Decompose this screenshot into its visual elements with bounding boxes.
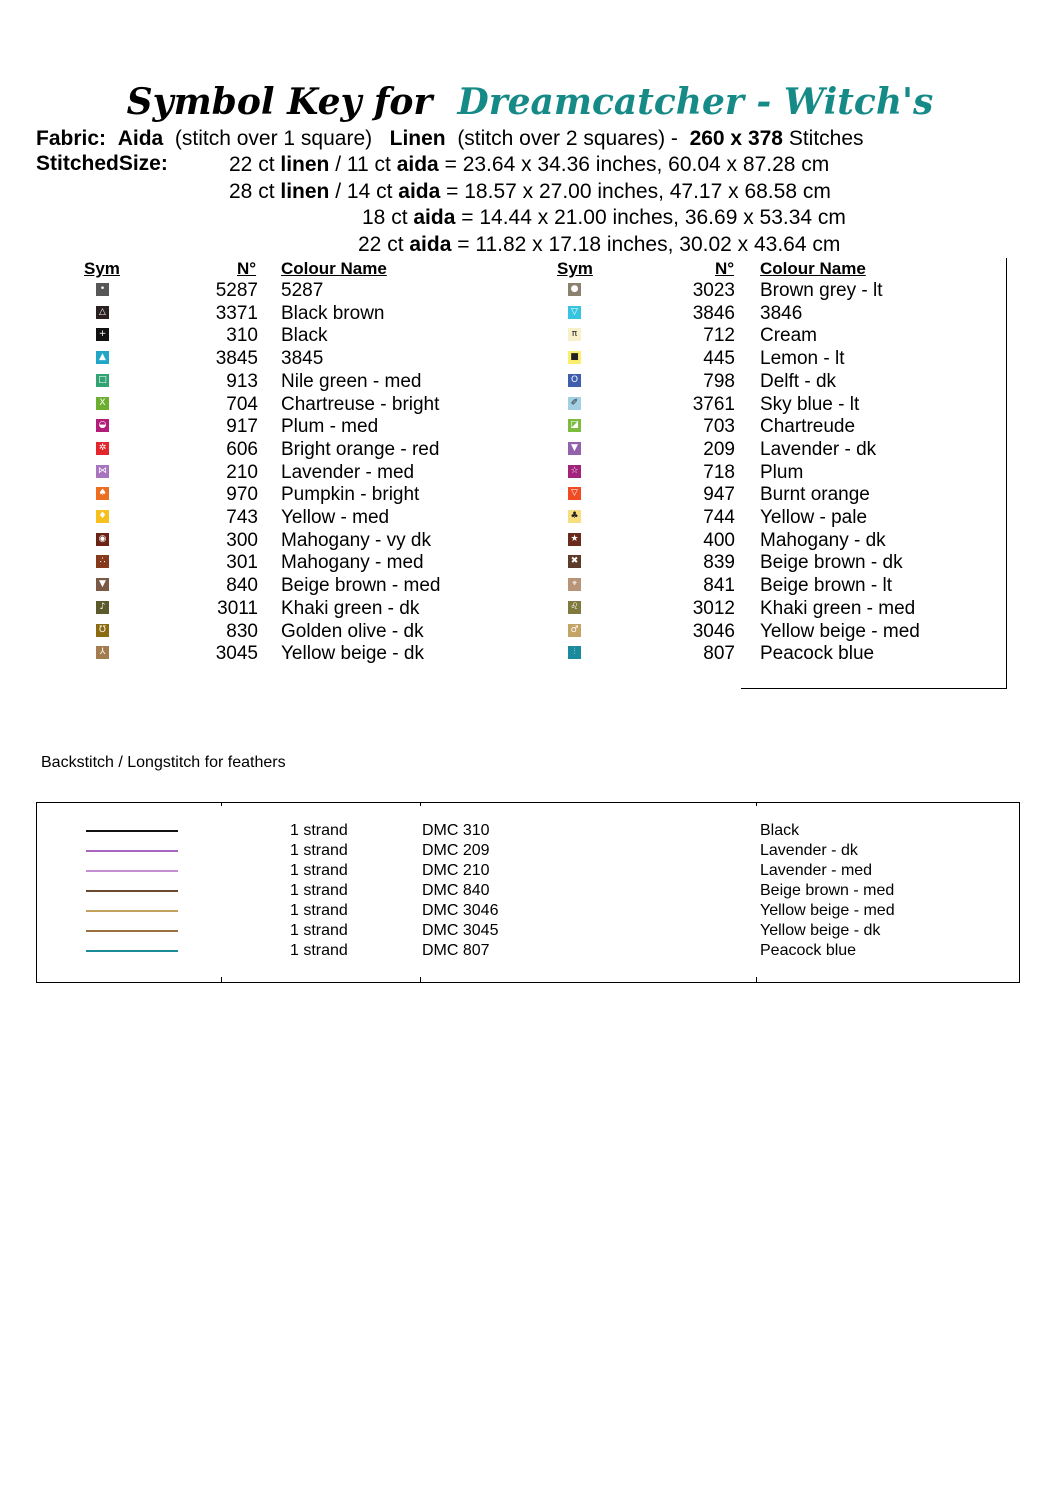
stitched-size-line (229, 179, 831, 205)
backstitch-strands: 1 strand (290, 942, 348, 959)
colour-name: Beige brown - lt (760, 575, 893, 597)
backstitch-line-sample (86, 850, 178, 852)
thread-number: 947 (703, 484, 735, 506)
key-row (0, 484, 1060, 507)
backstitch-col-tick (221, 802, 222, 806)
backstitch-line-sample (86, 890, 178, 892)
fabric-line (36, 126, 864, 152)
size-dimensions: = 18.57 x 27.00 inches, 47.17 x 68.58 cm (446, 179, 831, 203)
stitch-symbol-icon: ✖ (568, 555, 581, 568)
key-table-bottom-border (741, 688, 1007, 689)
stitch-symbol-icon: ⋈ (98, 465, 107, 476)
thread-number: 3371 (215, 302, 258, 324)
backstitch-col-tick (756, 977, 757, 982)
backstitch-title: Backstitch / Longstitch for feathers (41, 754, 286, 771)
colour-name: 3845 (281, 348, 324, 370)
backstitch-colour-name: Peacock blue (760, 942, 857, 959)
header-sym-right: Sym (557, 259, 593, 278)
backstitch-row (0, 861, 1060, 881)
backstitch-col-tick (756, 802, 757, 806)
thread-number: 3011 (217, 597, 258, 619)
key-row (0, 507, 1060, 530)
header-name-left: Colour Name (281, 259, 387, 278)
colour-name: Plum - med (281, 416, 379, 438)
thread-number: 300 (226, 529, 258, 551)
backstitch-row (0, 941, 1060, 961)
backstitch-line-sample (86, 870, 178, 872)
backstitch-row (0, 841, 1060, 861)
thread-number: 5287 (215, 280, 258, 301)
size-fabric: aida (409, 232, 452, 256)
thread-number: 3045 (215, 643, 258, 665)
thread-number: 718 (703, 461, 735, 483)
size-separator: / 14 ct (335, 179, 393, 203)
stitch-symbol-icon: ■ (568, 351, 581, 364)
fabric-label: Fabric: (36, 127, 107, 150)
stitch-symbol-icon: △ (96, 306, 109, 319)
backstitch-strands: 1 strand (290, 922, 348, 939)
fabric-linen: Linen (389, 127, 446, 150)
thread-number: 913 (226, 370, 258, 392)
backstitch-colour-name: Yellow beige - med (760, 902, 895, 919)
stitch-symbol-icon: ✐ (568, 397, 581, 410)
stitch-symbol-icon: ◪ (568, 419, 581, 432)
thread-number: 3046 (692, 620, 735, 642)
colour-name: Mahogany - vy dk (281, 529, 431, 551)
colour-name: Yellow - pale (760, 507, 868, 528)
stitch-symbol-icon: ▼ (96, 578, 109, 591)
stitch-symbol-icon: ℧ (96, 624, 109, 637)
stitch-symbol-icon: ⅄ (96, 646, 109, 659)
stitched-size-line (229, 152, 829, 178)
key-row (0, 371, 1060, 394)
size-fabric: aida (413, 206, 456, 230)
thread-number: 445 (703, 348, 735, 370)
thread-number: 704 (226, 393, 258, 415)
colour-name: Burnt orange (760, 484, 870, 506)
fabric-dims: 260 x 378 (689, 127, 783, 150)
stitch-symbol-icon: ⫶ (568, 646, 581, 659)
backstitch-dmc: DMC 807 (422, 942, 490, 959)
size-fabric: linen (280, 153, 330, 176)
key-row (0, 325, 1060, 348)
key-row (0, 552, 1060, 575)
stitch-symbol-icon: ● (568, 283, 581, 296)
backstitch-row (0, 881, 1060, 901)
header-num-left: N° (237, 259, 257, 278)
key-row (0, 575, 1060, 598)
backstitch-strands: 1 strand (290, 822, 348, 839)
backstitch-col-tick (221, 977, 222, 982)
key-row (0, 439, 1060, 462)
thread-number: 830 (226, 620, 258, 642)
backstitch-dmc: DMC 3045 (422, 922, 499, 939)
page-title (0, 80, 1060, 124)
thread-number: 807 (703, 643, 735, 665)
colour-name: Black brown (281, 302, 385, 324)
stitch-symbol-icon: O (568, 374, 581, 387)
colour-name: Brown grey - lt (760, 280, 883, 301)
backstitch-colour-name: Beige brown - med (760, 882, 895, 899)
thread-number: 209 (703, 438, 735, 460)
backstitch-dmc: DMC 840 (422, 882, 490, 899)
stitch-symbol-icon: ♠ (96, 487, 109, 500)
stitch-symbol-icon: ✲ (96, 442, 109, 455)
colour-name: Plum (760, 461, 804, 483)
thread-number: 841 (703, 575, 735, 597)
colour-name: Beige brown - dk (760, 552, 903, 574)
colour-name: Lavender - dk (760, 438, 877, 460)
title-prefix: Symbol Key for (126, 81, 433, 123)
key-row (0, 462, 1060, 485)
header-num-right: N° (715, 259, 735, 278)
stitch-symbol-icon: ∴ (96, 555, 109, 568)
thread-number: 310 (226, 325, 258, 347)
thread-number: 917 (226, 416, 258, 438)
header-sym-left: Sym (84, 259, 120, 278)
colour-name: Golden olive - dk (281, 620, 424, 642)
colour-name: Lavender - med (281, 461, 415, 483)
key-row (0, 598, 1060, 621)
key-table-right-border (1006, 258, 1007, 689)
thread-number: 703 (703, 416, 735, 438)
stitched-size-label: StitchedSize: (36, 152, 168, 175)
fabric-aida-note: (stitch over 1 square) (174, 127, 373, 150)
colour-name: Yellow beige - med (760, 620, 920, 642)
stitch-symbol-icon: • (96, 283, 109, 296)
colour-name: Sky blue - lt (760, 393, 860, 415)
key-row (0, 621, 1060, 644)
colour-name: Black (281, 325, 328, 347)
size-count: 22 ct (229, 153, 275, 176)
colour-name: Yellow beige - dk (281, 643, 424, 665)
stitch-symbol-icon: ☆ (568, 465, 581, 478)
size-fabric: aida (398, 179, 441, 203)
colour-name: Pumpkin - bright (281, 484, 420, 506)
colour-name: Yellow - med (281, 507, 390, 528)
header-name-right: Colour Name (760, 259, 866, 278)
size-count: 18 ct (362, 206, 408, 230)
thread-number: 712 (703, 325, 735, 347)
colour-name: Mahogany - dk (760, 529, 886, 551)
backstitch-colour-name: Lavender - dk (760, 842, 858, 859)
thread-number: 210 (226, 461, 258, 483)
backstitch-line-sample (86, 830, 178, 832)
colour-name: Bright orange - red (281, 438, 440, 460)
backstitch-dmc: DMC 3046 (422, 902, 499, 919)
backstitch-strands: 1 strand (290, 842, 348, 859)
stitch-symbol-icon: ⌖ (568, 578, 581, 591)
stitch-symbol-icon: π (568, 328, 581, 341)
thread-number: 839 (703, 552, 735, 574)
colour-name: 5287 (281, 280, 324, 301)
colour-name: Delft - dk (760, 370, 837, 392)
stitch-symbol-icon: ▲ (96, 351, 109, 364)
colour-name: Chartreuse - bright (281, 393, 440, 415)
key-row (0, 348, 1060, 371)
thread-number: 3761 (692, 393, 735, 415)
size-dimensions: = 14.44 x 21.00 inches, 36.69 x 53.34 cm (461, 206, 846, 230)
stitch-symbol-icon: ▽ (568, 306, 581, 319)
pattern-name: Dreamcatcher - Witch's (457, 81, 934, 123)
thread-number: 3846 (692, 302, 735, 324)
stitch-symbol-icon: □ (96, 374, 109, 387)
fabric-aida: Aida (117, 127, 164, 150)
backstitch-row (0, 821, 1060, 841)
colour-name: Beige brown - med (281, 575, 441, 597)
fabric-dims-unit: Stitches (788, 127, 864, 150)
stitch-symbol-icon: ★ (568, 533, 581, 546)
key-row (0, 394, 1060, 417)
stitch-symbol-icon: ▽ (568, 487, 581, 500)
backstitch-col-tick (420, 802, 421, 806)
backstitch-row (0, 901, 1060, 921)
size-dimensions: = 23.64 x 34.36 inches, 60.04 x 87.28 cm (444, 153, 830, 176)
thread-number: 400 (703, 529, 735, 551)
colour-name: Cream (760, 325, 818, 347)
backstitch-colour-name: Black (760, 822, 800, 839)
stitched-size-line (362, 205, 846, 231)
key-row (0, 643, 1060, 666)
backstitch-colour-name: Yellow beige - dk (760, 922, 881, 939)
stitched-size-line (358, 232, 840, 258)
thread-number: 840 (226, 575, 258, 597)
colour-name: Khaki green - dk (281, 597, 420, 619)
stitch-symbol-icon: ◒ (96, 419, 109, 432)
thread-number: 744 (703, 507, 735, 528)
colour-name: Peacock blue (760, 643, 875, 665)
backstitch-line-sample (86, 930, 178, 932)
size-separator: / 11 ct (335, 153, 391, 176)
colour-name: 3846 (760, 302, 803, 324)
stitch-symbol-icon: X (96, 397, 109, 410)
stitch-symbol-icon: ♂ (568, 624, 581, 637)
colour-name: Lemon - lt (760, 348, 845, 370)
thread-number: 3023 (692, 280, 735, 301)
thread-number: 301 (226, 552, 258, 574)
thread-number: 743 (226, 507, 258, 528)
size-count: 28 ct (229, 179, 275, 203)
key-row (0, 280, 1060, 303)
stitch-symbol-icon: ♌ (568, 601, 581, 614)
thread-number: 970 (226, 484, 258, 506)
size-fabric: aida (396, 153, 439, 176)
backstitch-dmc: DMC 310 (422, 822, 490, 839)
stitch-symbol-icon: + (96, 328, 109, 341)
stitch-symbol-icon: ♪ (96, 601, 109, 614)
colour-name: Mahogany - med (281, 552, 424, 574)
key-row (0, 416, 1060, 439)
backstitch-strands: 1 strand (290, 882, 348, 899)
backstitch-strands: 1 strand (290, 902, 348, 919)
thread-number: 3845 (215, 348, 258, 370)
backstitch-row (0, 921, 1060, 941)
stitch-symbol-icon: ♦ (96, 510, 109, 523)
backstitch-dmc: DMC 210 (422, 862, 490, 879)
thread-number: 606 (226, 438, 258, 460)
stitch-symbol-icon: ▼ (568, 442, 581, 455)
thread-number: 3012 (692, 597, 735, 619)
colour-name: Nile green - med (281, 370, 422, 392)
stitch-symbol-icon: ◉ (96, 533, 109, 546)
thread-number: 798 (703, 370, 735, 392)
size-count: 22 ct (358, 232, 404, 256)
colour-name: Chartreude (760, 416, 856, 438)
backstitch-colour-name: Lavender - med (760, 862, 873, 879)
key-row (0, 530, 1060, 553)
backstitch-dmc: DMC 209 (422, 842, 490, 859)
backstitch-line-sample (86, 950, 178, 952)
backstitch-line-sample (86, 910, 178, 912)
backstitch-col-tick (420, 977, 421, 982)
backstitch-strands: 1 strand (290, 862, 348, 879)
size-dimensions: = 11.82 x 17.18 inches, 30.02 x 43.64 cm (457, 232, 841, 256)
stitch-symbol-icon: ♣ (568, 510, 581, 523)
colour-name: Khaki green - med (760, 597, 916, 619)
fabric-linen-note: (stitch over 2 squares) - (457, 127, 678, 150)
key-row (0, 303, 1060, 326)
size-fabric: linen (280, 179, 330, 203)
